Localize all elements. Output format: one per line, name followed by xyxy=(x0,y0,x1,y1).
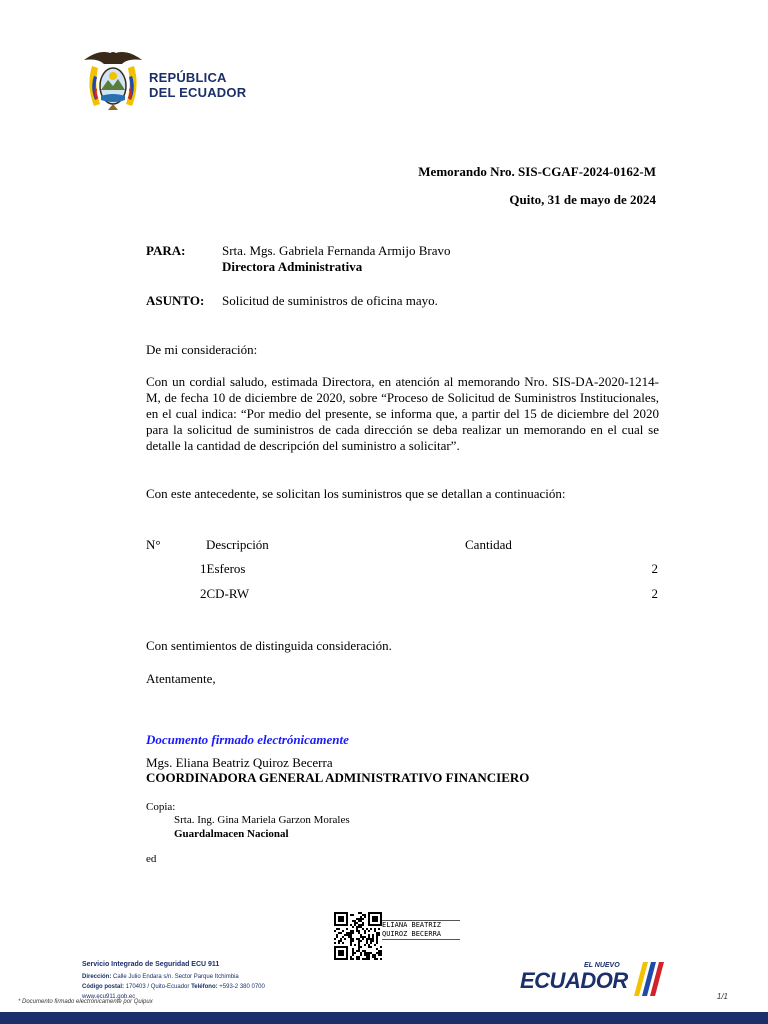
table-row-qty: 2 xyxy=(651,586,658,601)
footer-postal-phone xyxy=(82,984,265,990)
qr-signer-stamp xyxy=(382,920,460,940)
paragraph-1: Con un cordial saludo, estimada Directora, en atención al memorando Nro. SIS-DA-2020-1214-M, de fecha 10 de diciembre de 2020, sobre “Proceso de Solicitud de Suministros Institucionales, en el cual indica: “Por medio del presente, se informa que, a partir del 15 de diciembre del 2020 para la solicitud de suministros de cada dirección se deba realizar un memorando en el cual se detalle la cantidad de descripción del suministro a solicitar”. xyxy=(146,374,659,453)
footer-org: Servicio Integrado de Seguridad ECU 911 xyxy=(82,961,220,968)
flag-stripes-icon xyxy=(634,962,664,996)
coat-of-arms-logo xyxy=(82,46,144,114)
asunto-label: ASUNTO: xyxy=(146,293,205,308)
para-title: Directora Administrativa xyxy=(222,259,363,274)
footer-bar xyxy=(0,1012,768,1024)
page-number: 1/1 xyxy=(716,992,728,1001)
footer-website-link[interactable]: www.ecu911.gob.ec xyxy=(82,994,136,1000)
brand-big-text: ECUADOR xyxy=(520,968,628,993)
greeting: De mi consideración: xyxy=(146,342,258,357)
footer-phone-label: Teléfono: xyxy=(191,984,218,990)
brand-small-text: EL NUEVO xyxy=(584,962,620,969)
footer-address xyxy=(82,974,239,980)
signer-title: COORDINADORA GENERAL ADMINISTRATIVO FINANCIERO xyxy=(146,770,530,785)
footer-postal-label: Código postal: xyxy=(82,984,124,990)
signature-note: Documento firmado electrónicamente xyxy=(146,732,349,747)
memo-number: Memorando Nro. SIS-CGAF-2024-0162-M xyxy=(418,164,656,179)
para-name: Srta. Mgs. Gabriela Fernanda Armijo Bravo xyxy=(222,243,451,258)
signer-name: Mgs. Eliana Beatriz Quiroz Becerra xyxy=(146,755,333,770)
qr-code xyxy=(334,912,382,960)
para-label: PARA: xyxy=(146,243,186,258)
footer-address-label: Dirección: xyxy=(82,974,112,980)
copy-name: Srta. Ing. Gina Mariela Garzon Morales xyxy=(174,814,350,826)
footer-postal-value: 170403 / Quito-Ecuador xyxy=(125,984,190,990)
table-header-description: Descripción xyxy=(206,537,269,552)
asunto-text: Solicitud de suministros de oficina mayo. xyxy=(222,293,438,308)
footer-phone-value: +593-2 380 0700 xyxy=(219,984,265,990)
el-nuevo-ecuador-logo xyxy=(520,960,664,998)
logo-line-1: REPÚBLICA xyxy=(149,70,227,85)
table-row-item: 1Esferos xyxy=(200,561,246,576)
copy-title: Guardalmacen Nacional xyxy=(174,828,289,840)
paragraph-2: Con este antecedente, se solicitan los suministros que se detallan a continuación: xyxy=(146,486,566,501)
footer-quipux-stamp: * Documento firmado electrónicamente por Quipux xyxy=(18,999,153,1005)
logo-line-2: DEL ECUADOR xyxy=(149,85,247,100)
closing: Con sentimientos de distinguida consideración. xyxy=(146,638,392,653)
table-header-quantity: Cantidad xyxy=(465,537,512,552)
table-row-item: 2CD-RW xyxy=(200,586,250,601)
sign-off: Atentamente, xyxy=(146,671,216,686)
table-row-qty: 2 xyxy=(651,561,658,576)
memo-place-date: Quito, 31 de mayo de 2024 xyxy=(509,192,656,207)
footer-address-value: Calle Julio Endara s/n. Sector Parque Itchimbia xyxy=(113,974,239,980)
drafter-initials: ed xyxy=(146,853,157,865)
qr-signer-line-1: ELIANA BEATRIZ xyxy=(382,921,442,929)
copy-label: Copia: xyxy=(146,801,176,813)
qr-signer-line-2: QUIROZ BECERRA xyxy=(382,930,442,938)
table-header-number: N° xyxy=(146,537,161,552)
